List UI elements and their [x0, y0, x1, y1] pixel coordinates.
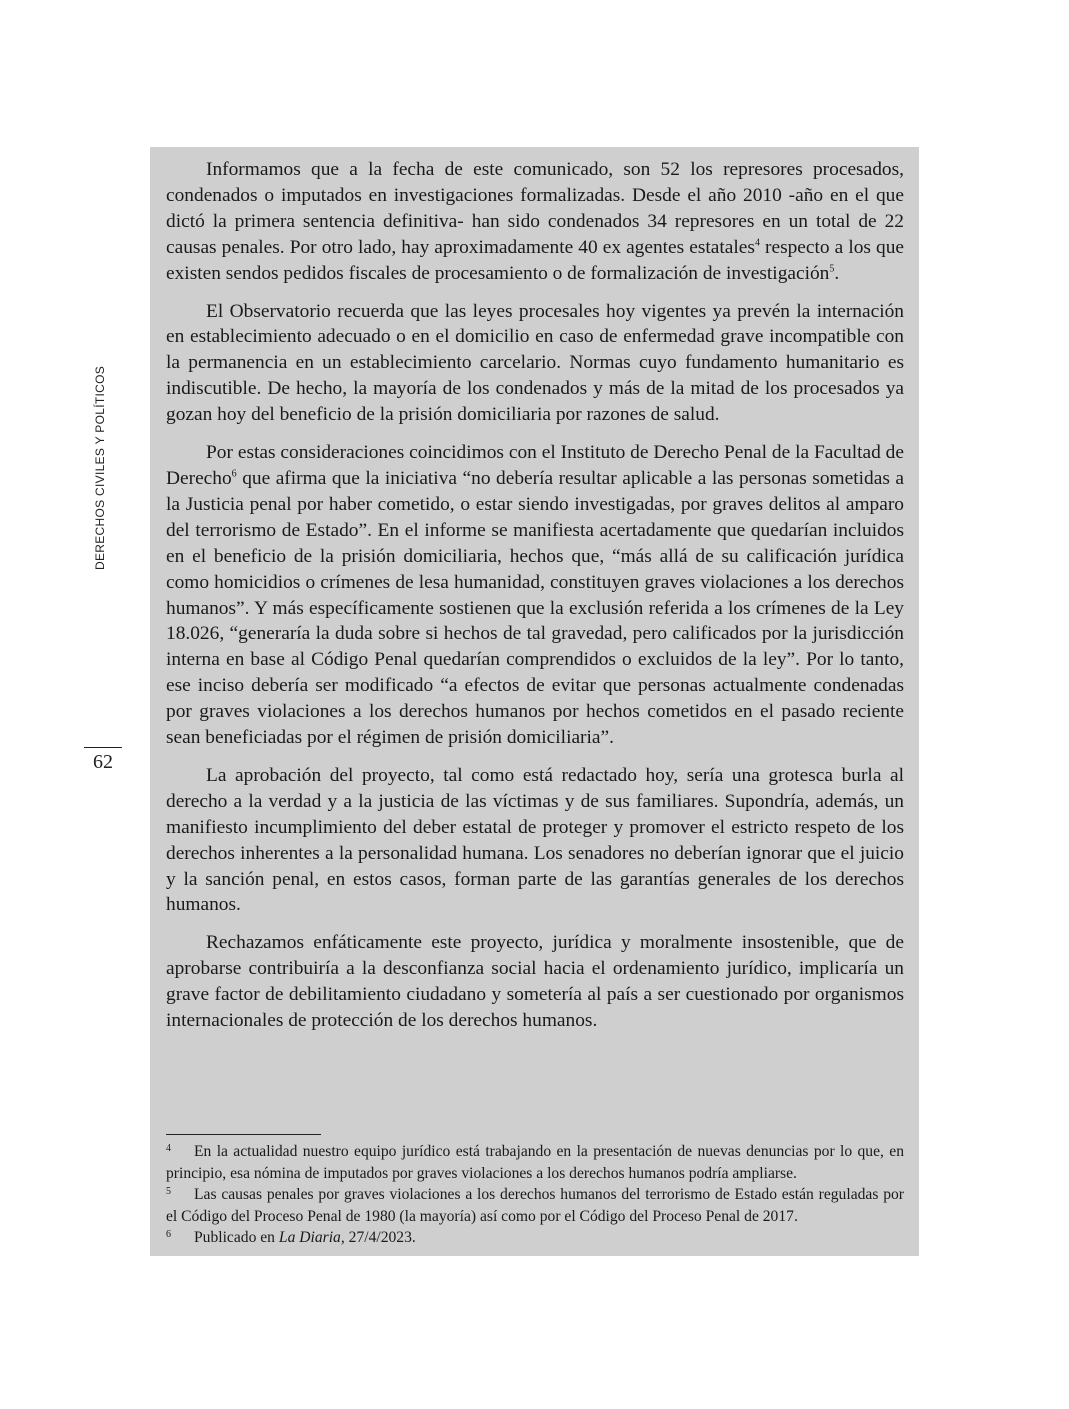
footnote-ref-5[interactable]: 5 [829, 263, 835, 275]
footnote-6: 6 Publicado en La Diaria, 27/4/2023. [166, 1229, 416, 1246]
footnote-marker: 6 [166, 1229, 171, 1240]
paragraph-1: Informamos que a la fecha de este comunicado, son 52 los represores procesados, condenados o imputados en investigaciones formalizadas. Desde el año 2010 -año en el que dictó la primera sentencia definitiva- han sido condenados 34 represores en un total de 22 causas penales. Por otro lado, hay aproximadamente 40 ex agentes estatales$^4$ respecto a los que existen sendos pedidos fiscales de procesamiento o de formalización de investigación$^5$. [166, 159, 904, 284]
page-number-rule [84, 747, 122, 748]
paragraph-3: Por estas consideraciones coincidimos con el Instituto de Derecho Penal de la Facultad de Derecho$^6$ que afirma que la iniciativa “no debería resultar aplicable a las personas sometidas a la Justicia penal por haber cometido, o estar siendo investigadas, por graves delitos al amparo del terrorismo de Estado”. En el informe se manifiesta acertadamente que quedarían incluidos en el beneficio de la prisión domiciliaria, hechos que, “más allá de su calificación jurídica como homicidios o crímenes de lesa humanidad, constituyen graves violaciones a los derechos humanos”. Y más específicamente sostienen que la exclusión referida a los crímenes de la Ley 18.026, “generaría la duda sobre si hechos de tal gravedad, pero calificados por la jurisdicción interna en base al Código Penal quedarían comprendidos o excluidos de la ley”. Por lo tanto, ese inciso debería ser modificado “a efectos de evitar que personas actualmente condenadas por graves violaciones a los derechos humanos por hechos cometidos en el pasado reciente sean beneficiadas por el régimen de prisión domiciliaria”. [166, 442, 904, 749]
footnote-separator [166, 1134, 321, 1135]
body-text [166, 157, 904, 1046]
page-number: 62 [93, 751, 113, 773]
footnote-ref-4[interactable]: 4 [754, 237, 760, 249]
paragraph-5: Rechazamos enfáticamente este proyecto, jurídica y moralmente insostenible, que de aprobarse contribuiría a la desconfianza social hacia el ordenamiento jurídico, implicaría un grave factor de debilitamiento ciudadano y sometería al país a ser cuestionado por organismos internacionales de protección de los derechos humanos. [166, 932, 904, 1032]
paragraph-2: El Observatorio recuerda que las leyes procesales hoy vigentes ya prevén la internación en establecimiento adecuado o en el domicilio en caso de enfermedad grave incompatible con la permanencia en un establecimiento carcelario. Normas cuyo fundamento humanitario es indiscutible. De hecho, la mayoría de los condenados y más de la mitad de los procesados ya gozan hoy del beneficio de la prisión domiciliaria por razones de salud. [166, 300, 904, 426]
section-title-text: DERECHOS CIVILES Y POLÍTICOS [93, 365, 107, 571]
footnotes [166, 1141, 904, 1249]
footnote-marker: 5 [166, 1186, 171, 1197]
paragraph-4: La aprobación del proyecto, tal como está redactado hoy, sería una grotesca burla al derecho a la verdad y a la justicia de las víctimas y de sus familiares. Supondría, además, un manifiesto incumplimiento del deber estatal de proteger y promover el estricto respeto de los derechos inherentes a la personalidad humana. Los senadores no deberían ignorar que el juicio y la sanción penal, en estos casos, forman parte de las garantías generales de los derechos humanos. [166, 764, 904, 916]
footnote-ref-6[interactable]: 6 [231, 468, 237, 480]
footnote-marker: 4 [166, 1143, 171, 1154]
footnote-4: 4 En la actualidad nuestro equipo jurídico está trabajando en la presentación de nuevas denuncias por lo que, en principio, esa nómina de imputados por graves violaciones a los derechos humanos podría ampliarse. [166, 1143, 904, 1182]
footnote-5: 5 Las causas penales por graves violaciones a los derechos humanos del terrorismo de Estado están reguladas por el Código del Proceso Penal de 1980 (la mayoría) así como por el Código del Proceso Penal de 2017. [166, 1186, 904, 1225]
publication-name: La Diaria, [278, 1229, 345, 1246]
